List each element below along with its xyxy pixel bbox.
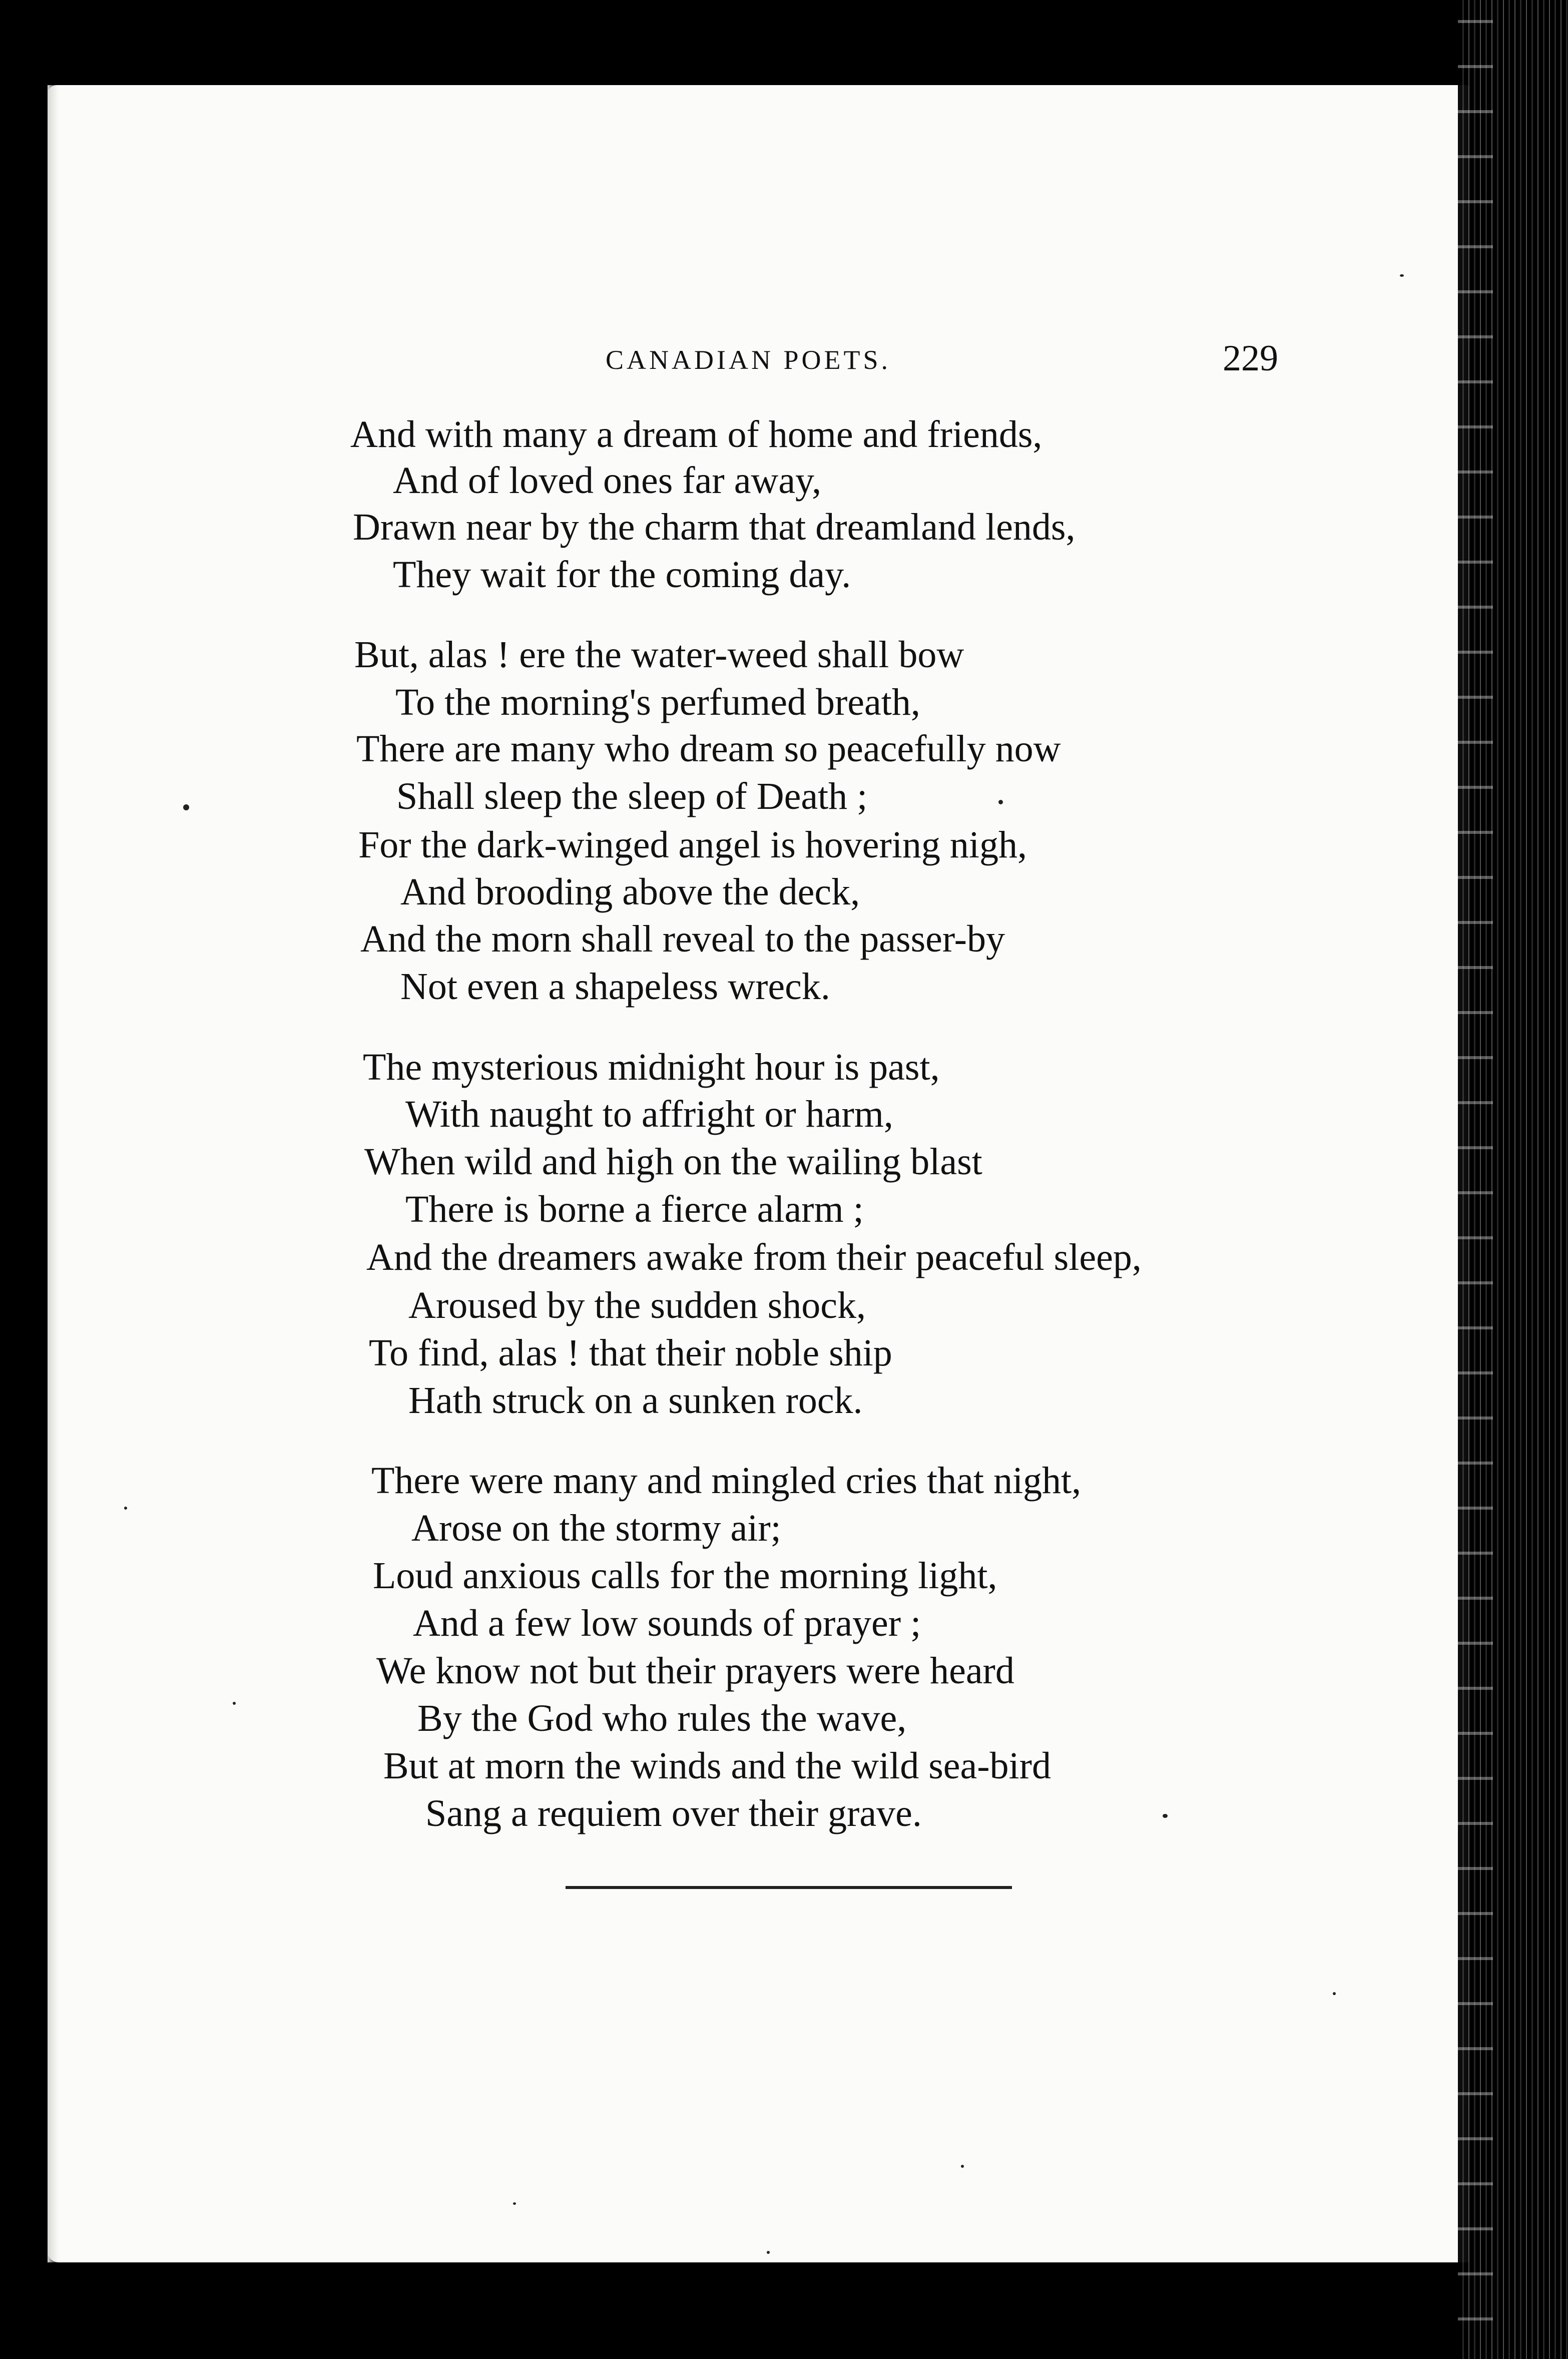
scan-speck <box>124 1507 127 1510</box>
poem-line: Shall sleep the sleep of Death ; <box>396 775 868 817</box>
poem-line: For the dark-winged angel is hovering nigh, <box>358 824 1027 866</box>
poem-line: And the morn shall reveal to the passer-by <box>360 918 1005 960</box>
poem-line: And brooding above the deck, <box>400 871 860 913</box>
poem-line: Not even a shapeless wreck. <box>400 966 830 1008</box>
running-title: CANADIAN POETS. <box>606 345 891 375</box>
poem-line: And the dreamers awake from their peaceful sleep, <box>366 1236 1142 1278</box>
poem-line: To the morning's perfumed breath, <box>395 681 920 723</box>
scan-speck <box>961 2165 964 2168</box>
poem-line: There are many who dream so peacefully now <box>356 728 1061 770</box>
poem-line: When wild and high on the wailing blast <box>364 1141 982 1183</box>
end-rule <box>566 1886 1012 1889</box>
poem-line: But, alas ! ere the water-weed shall bow <box>354 634 964 676</box>
scan-speck <box>1163 1814 1168 1818</box>
poem-line: Drawn near by the charm that dreamland lends, <box>353 506 1076 548</box>
poem-line: Aroused by the sudden shock, <box>408 1284 866 1326</box>
poem-line: We know not but their prayers were heard <box>376 1650 1014 1692</box>
poem-line: And with many a dream of home and friends, <box>350 413 1042 455</box>
scan-speck <box>1400 274 1404 277</box>
poem-line: The mysterious midnight hour is past, <box>363 1046 940 1088</box>
poem-line: And a few low sounds of prayer ; <box>413 1602 921 1644</box>
poem-line: Hath struck on a sunken rock. <box>408 1379 863 1422</box>
scan-speck <box>998 800 1003 804</box>
poem-line: By the God who rules the wave, <box>417 1697 907 1739</box>
poem-line: To find, alas ! that their noble ship <box>369 1332 892 1374</box>
poem-line: With naught to affright or harm, <box>405 1093 893 1135</box>
poem-line: And of loved ones far away, <box>393 459 822 502</box>
poem-line: Sang a requiem over their grave. <box>425 1792 922 1834</box>
poem-line: There is borne a fierce alarm ; <box>405 1188 864 1230</box>
page-number: 229 <box>1223 338 1278 379</box>
scan-speck <box>1333 1992 1336 1995</box>
poem-line: Arose on the stormy air; <box>411 1507 781 1549</box>
poem-line: They wait for the coming day. <box>393 554 851 596</box>
poem-line: But at morn the winds and the wild sea-bird <box>383 1745 1051 1787</box>
scan-speck <box>183 804 189 810</box>
scan-speck <box>233 1702 236 1705</box>
scan-speck <box>513 2202 516 2205</box>
poem-line: Loud anxious calls for the morning light, <box>373 1555 997 1597</box>
scan-speck <box>767 2251 770 2254</box>
poem-line: There were many and mingled cries that night, <box>371 1460 1082 1502</box>
